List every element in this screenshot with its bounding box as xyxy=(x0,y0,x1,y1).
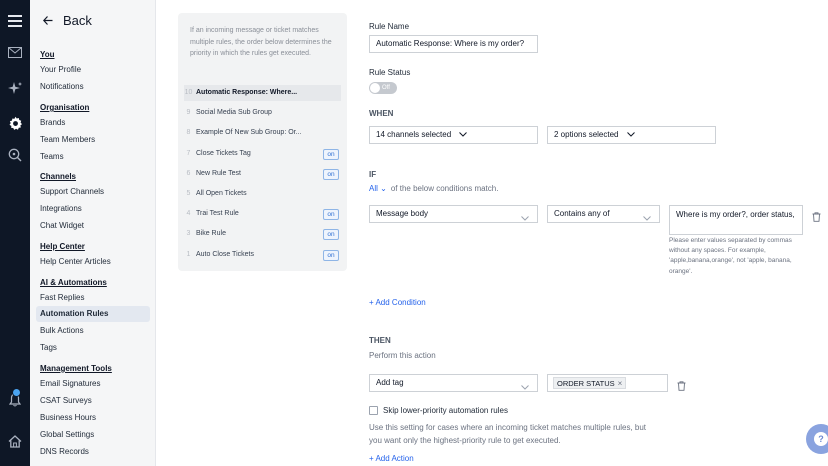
rule-name: Social Media Sub Group xyxy=(196,109,272,117)
then-heading: THEN xyxy=(369,336,391,345)
trash-icon[interactable] xyxy=(812,209,822,219)
match-suffix: of the below conditions match. xyxy=(390,184,499,193)
rule-status-label: Rule Status xyxy=(369,68,411,77)
match-line xyxy=(369,184,498,193)
notification-badge xyxy=(12,388,21,397)
rule-name: Automatic Response: Where... xyxy=(196,89,298,96)
rule-row[interactable] xyxy=(184,85,341,101)
add-action-link[interactable]: + Add Action xyxy=(369,454,414,463)
home-icon[interactable] xyxy=(5,431,25,451)
rule-priority-number: 7 xyxy=(186,149,191,157)
rule-row[interactable] xyxy=(184,226,341,242)
rule-row[interactable] xyxy=(184,125,341,141)
arrow-left-icon xyxy=(43,16,53,25)
rule-row[interactable] xyxy=(184,105,341,121)
rule-priority-number: 10 xyxy=(184,89,193,96)
rule-row[interactable] xyxy=(184,186,341,202)
rule-name-input[interactable]: Automatic Response: Where is my order? xyxy=(369,35,538,53)
sidebar-item-team-members[interactable]: Team Members xyxy=(40,135,96,144)
when-heading: WHEN xyxy=(369,109,394,118)
rule-row[interactable] xyxy=(184,206,341,222)
channels-select-value: 14 channels selected xyxy=(376,130,452,140)
condition-field-value: Message body xyxy=(376,209,429,218)
sidebar-item-dns-records[interactable]: DNS Records xyxy=(40,447,89,456)
sidebar-item-notifications[interactable]: Notifications xyxy=(40,82,84,91)
rule-priority-number: 3 xyxy=(186,230,191,238)
rule-name: New Rule Test xyxy=(196,169,242,177)
priority-description: If an incoming message or ticket matches multiple rules, the order below determines the priority in which the rules get executed. xyxy=(190,27,332,58)
rule-priority-number: 1 xyxy=(186,250,191,258)
rule-name: Bike Rule xyxy=(196,230,226,238)
skip-lower-priority-checkbox[interactable] xyxy=(369,406,378,415)
condition-hint: Please enter values separated by commas without any spaces. For example, 'apple,banana,orange', not 'apple, banana, orange'. xyxy=(669,237,792,275)
rule-row[interactable] xyxy=(184,247,341,263)
chevron-down-icon: ⌄ xyxy=(380,184,387,193)
chevron-down-icon xyxy=(627,127,635,143)
rule-priority-number: 4 xyxy=(186,210,191,218)
if-heading: IF xyxy=(369,170,377,179)
sidebar-item-help-center-articles[interactable]: Help Center Articles xyxy=(40,257,111,266)
rule-name: All Open Tickets xyxy=(196,190,247,197)
sidebar-item-csat-surveys[interactable]: CSAT Surveys xyxy=(40,396,92,405)
sidebar-item-brands[interactable]: Brands xyxy=(40,118,66,127)
sidebar-item-chat-widget[interactable]: Chat Widget xyxy=(40,221,85,230)
rule-name: Trai Test Rule xyxy=(196,210,239,218)
rule-priority-panel xyxy=(178,13,347,271)
rule-on-badge: on xyxy=(323,250,339,261)
gear-icon[interactable] xyxy=(5,113,25,133)
skip-lower-priority-help: Use this setting for cases where an incoming ticket matches multiple rules, but you want only the highest-priority rule to get executed. xyxy=(369,423,647,445)
sidebar-item-email-signatures[interactable]: Email Signatures xyxy=(40,379,101,388)
rule-priority-number: 9 xyxy=(186,109,191,117)
condition-field-select[interactable] xyxy=(369,205,538,223)
section-title-ai-automations: AI & Automations xyxy=(40,278,107,287)
rule-on-badge: on xyxy=(323,149,339,160)
menu-icon[interactable] xyxy=(5,11,25,31)
rule-priority-number: 5 xyxy=(186,190,191,197)
sidebar-item-business-hours[interactable]: Business Hours xyxy=(40,413,97,422)
condition-operator-value: Contains any of xyxy=(554,209,610,218)
match-mode-dropdown[interactable] xyxy=(369,184,387,193)
sidebar-item-teams[interactable]: Teams xyxy=(40,152,64,161)
rule-on-badge: on xyxy=(323,229,339,240)
chevron-down-icon xyxy=(521,211,529,227)
sidebar-item-global-settings[interactable]: Global Settings xyxy=(40,430,95,439)
skip-lower-priority-label: Skip lower-priority automation rules xyxy=(383,406,508,415)
close-icon[interactable]: × xyxy=(617,378,623,388)
trash-icon[interactable] xyxy=(677,378,687,388)
rule-name: Example Of New Sub Group: Or... xyxy=(196,129,302,137)
search-chat-icon[interactable] xyxy=(5,145,25,165)
match-mode-value: All xyxy=(369,184,378,193)
back-label: Back xyxy=(63,13,92,28)
settings-sidebar xyxy=(30,0,156,466)
rule-name: Close Tickets Tag xyxy=(196,149,251,157)
section-title-channels: Channels xyxy=(40,172,77,181)
sidebar-item-fast-replies[interactable]: Fast Replies xyxy=(40,293,85,302)
options-select[interactable] xyxy=(547,126,716,144)
add-condition-link[interactable]: + Add Condition xyxy=(369,298,426,307)
sidebar-item-tags[interactable]: Tags xyxy=(40,343,57,352)
section-title-management-tools: Management Tools xyxy=(40,364,112,373)
options-select-value: 2 options selected xyxy=(554,130,619,140)
tag-chip xyxy=(553,377,626,389)
rule-name: Auto Close Tickets xyxy=(196,250,254,258)
rule-on-badge: on xyxy=(323,209,339,220)
rule-name-label: Rule Name xyxy=(369,22,410,31)
section-title-organisation: Organisation xyxy=(40,103,90,112)
toggle-knob xyxy=(370,83,380,93)
chevron-down-icon xyxy=(643,211,651,227)
sidebar-item-bulk-actions[interactable]: Bulk Actions xyxy=(40,326,84,335)
sidebar-item-support-channels[interactable]: Support Channels xyxy=(40,187,105,196)
back-button[interactable] xyxy=(43,13,92,28)
mail-icon[interactable] xyxy=(5,42,25,62)
condition-value-textarea[interactable]: Where is my order?, order status, xyxy=(669,205,803,235)
icon-rail xyxy=(0,0,30,466)
action-tag-input[interactable] xyxy=(547,374,668,392)
section-title-help-center: Help Center xyxy=(40,242,85,251)
rule-priority-number: 8 xyxy=(186,129,191,137)
sidebar-item-your-profile[interactable]: Your Profile xyxy=(40,65,82,74)
rule-status-toggle[interactable] xyxy=(369,82,397,94)
toggle-text: Off xyxy=(382,85,390,91)
rule-priority-number: 6 xyxy=(186,169,191,177)
condition-operator-select[interactable] xyxy=(547,205,660,223)
rule-row[interactable] xyxy=(184,146,341,162)
sparkle-icon[interactable] xyxy=(5,78,25,98)
sidebar-item-automation-rules[interactable]: Automation Rules xyxy=(36,306,150,322)
help-icon: ? xyxy=(814,432,828,446)
rule-row[interactable] xyxy=(184,166,341,182)
section-title-you: You xyxy=(40,50,55,59)
action-select-value: Add tag xyxy=(376,378,404,387)
help-button[interactable] xyxy=(806,424,828,454)
channels-select[interactable] xyxy=(369,126,538,144)
action-select[interactable] xyxy=(369,374,538,392)
sidebar-item-integrations[interactable]: Integrations xyxy=(40,204,82,213)
rule-on-badge: on xyxy=(323,169,339,180)
then-subheading: Perform this action xyxy=(369,351,436,360)
tag-chip-label: ORDER STATUS xyxy=(557,378,615,388)
chevron-down-icon xyxy=(521,380,529,396)
chevron-down-icon xyxy=(459,127,467,143)
